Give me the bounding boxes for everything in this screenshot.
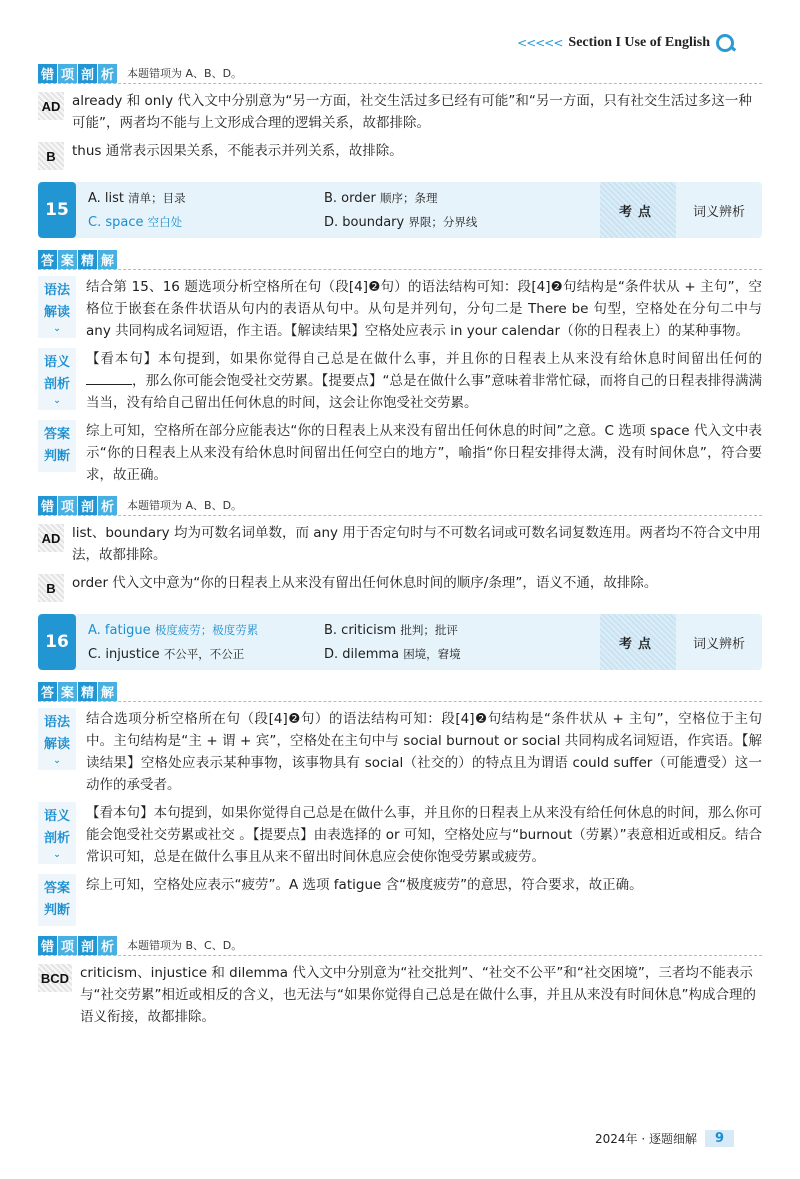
question-number: 15: [38, 182, 76, 238]
step-answer: [38, 420, 762, 486]
question-options: [76, 182, 600, 238]
option-badge: AD: [38, 92, 64, 120]
label-char: 精: [78, 682, 97, 701]
step-label-line: 答案: [43, 427, 70, 442]
step-label: [38, 802, 76, 864]
step-answer: [38, 874, 762, 926]
search-q-icon: [716, 34, 734, 52]
option-a: [88, 190, 324, 206]
question-15-header: [38, 182, 762, 238]
option-word: C. space: [88, 215, 144, 230]
answer-analysis-label: [38, 680, 762, 702]
label-char: 错: [38, 496, 57, 515]
label-char: 解: [98, 682, 117, 701]
option-word: A. fatigue: [88, 623, 151, 638]
option-gloss: 清单；目录: [128, 191, 186, 205]
option-b: [324, 190, 592, 206]
chevron-down-icon: ⌄: [53, 756, 61, 766]
footer-text: 2024年 · 逐题细解: [594, 1132, 697, 1146]
question-options: [76, 614, 600, 670]
option-word: C. injustice: [88, 647, 160, 662]
option-badge: AD: [38, 524, 64, 552]
option-word: D. boundary: [324, 215, 405, 230]
wrong-option-row: [38, 90, 762, 134]
step-text: 结合第 15、16 题选项分析空格所在句（段[4]❷句）的语法结构可知：段[4]❷句结构是“条件状从 + 主句”，空格位于嵌套在条件状语从句内的表语从句中。从句是并列句，分句二是 There be 句型，空格处在分句二中与 any 共同构成名词短语，作主语。【解读结果】空格处应表示 in your calendar（你的日程表上）的某种事物。: [86, 279, 762, 339]
step-text: 结合选项分析空格所在句（段[4]❷句）的语法结构可知：段[4]❷句结构是“条件状从 + 主句”，空格位于主句中。主句结构是“主 + 谓 + 宾”，空格处在主句中与 social burnout or social 共同构成名词短语，作宾语。【解读结果】空格处应表示某种事物，该事物具有 social（社交的）的特点且为谓语 could suffer（可能遭受）这一动作的承受者。: [86, 711, 762, 793]
option-badge: BCD: [38, 964, 72, 992]
kaodian-value: 词义辨析: [692, 204, 745, 220]
arrows-icon: <<<<<: [517, 36, 563, 50]
label-char: 析: [98, 936, 117, 955]
step-semantics: [38, 348, 762, 414]
step-label-line: 剖析: [43, 377, 70, 392]
page-content: [38, 62, 762, 1034]
label-char: 析: [98, 64, 117, 83]
label-char: 项: [58, 64, 77, 83]
label-char: 剖: [78, 64, 97, 83]
analysis-steps: [38, 276, 762, 486]
question-16-header: [38, 614, 762, 670]
step-grammar: [38, 276, 762, 342]
wrong-options-label: [38, 62, 762, 84]
step-label-line: 解读: [43, 305, 70, 320]
option-c-correct: [88, 214, 324, 230]
step-text: 【看本句】本句提到，如果你觉得自己总是在做什么事，并且你的日程表上从来没有给任何休息的时间，那么你可能会饱受社交劳累或社交 。【提要点】由表选择的 or 可知，空格处应与“burnout（劳累）”表意相近或相反。结合常识可知，总是在做什么事且从来不留出时间休息应会使你饱受劳累或疲劳。: [86, 805, 762, 865]
answer-analysis-label: [38, 248, 762, 270]
question-number: 16: [38, 614, 76, 670]
wrong-options-note: 本题错项为 A、B、D。: [127, 499, 243, 512]
option-a-correct: [88, 622, 324, 638]
wrong-options-label: [38, 934, 762, 956]
step-label-line: 判断: [43, 449, 70, 464]
label-char: 精: [78, 250, 97, 269]
option-explanation: thus 通常表示因果关系，不能表示并列关系，故排除。: [72, 143, 403, 159]
wrong-option-row: [38, 522, 762, 566]
option-badge: B: [38, 574, 64, 602]
analysis-steps: [38, 708, 762, 926]
label-char: 剖: [78, 936, 97, 955]
option-explanation: order 代入文中意为“你的日程表上从来没有留出任何休息时间的顺序/条理”，语义不通，故排除。: [72, 575, 658, 591]
option-word: B. criticism: [324, 623, 397, 638]
step-text: [86, 348, 762, 414]
section-title: Section I Use of English: [568, 35, 710, 50]
chevron-down-icon: ⌄: [53, 850, 61, 860]
wrong-options-note: 本题错项为 B、C、D。: [127, 939, 243, 952]
option-explanation: already 和 only 代入文中分别意为“另一方面，社交生活过多已经有可能”和“另一方面，只有社交生活过多这一种可能”，两者均不能与上文形成合理的逻辑关系，故都排除。: [72, 93, 752, 131]
kaodian-value: 词义辨析: [692, 636, 745, 652]
step-label-line: 语义: [43, 809, 70, 824]
label-char: 答: [38, 682, 57, 701]
option-b: [324, 622, 592, 638]
step-label: [38, 420, 76, 472]
step-text: 综上可知，空格所在部分应能表达“你的日程表上从来没有留出任何休息的时间”之意。C 选项 space 代入文中表示“你的日程表上从来没有给休息时间留出任何空白的地方”，喻指“你日程安排得太满，没有时间休息”，符合要求，故正确。: [86, 423, 762, 483]
step-text: 综上可知，空格处应表示“疲劳”。A 选项 fatigue 含“极度疲劳”的意思，符合要求，故正确。: [86, 877, 643, 893]
label-char: 案: [58, 250, 77, 269]
option-badge: B: [38, 142, 64, 170]
label-char: 项: [58, 496, 77, 515]
running-header: [517, 34, 734, 52]
option-gloss: 不公平，不公正: [163, 647, 245, 661]
option-word: D. dilemma: [324, 647, 400, 662]
step-text-part: ，那么你可能会饱受社交劳累。【提要点】“总是在做什么事”意味着非常忙碌，而将自己的日程表排得满满当当，没有给自己留出任何休息的时间，这会让你饱受社交劳累。: [86, 373, 762, 411]
chevron-down-icon: ⌄: [53, 396, 61, 406]
step-text-part: 【看本句】本句提到，如果你觉得自己总是在做什么事，并且你的日程表上从来没有给休息时间留出任何的: [86, 351, 762, 367]
option-d: [324, 214, 592, 230]
option-gloss: 极度疲劳；极度劳累: [154, 623, 259, 637]
option-gloss: 顺序；条理: [380, 191, 438, 205]
kaodian-label: 考点: [600, 182, 676, 238]
label-char: 案: [58, 682, 77, 701]
option-c: [88, 646, 324, 662]
option-gloss: 批判；批评: [400, 623, 458, 637]
answer-blank: [86, 371, 132, 385]
step-label-line: 语法: [43, 715, 70, 730]
page-footer: [595, 1130, 734, 1147]
wrong-option-row: [38, 140, 762, 170]
step-label-line: 判断: [43, 903, 70, 918]
step-label: [38, 874, 76, 926]
option-gloss: 困境，窘境: [403, 647, 461, 661]
label-char: 项: [58, 936, 77, 955]
wrong-option-row: [38, 572, 762, 602]
step-grammar: [38, 708, 762, 796]
option-gloss: 空白处: [147, 215, 183, 229]
label-char: 解: [98, 250, 117, 269]
option-d: [324, 646, 592, 662]
kaodian-label: 考点: [600, 614, 676, 670]
label-char: 错: [38, 936, 57, 955]
chevron-down-icon: ⌄: [53, 324, 61, 334]
step-label-line: 剖析: [43, 831, 70, 846]
option-word: A. list: [88, 191, 125, 206]
step-label-line: 语义: [43, 355, 70, 370]
step-label: [38, 276, 76, 338]
step-label-line: 解读: [43, 737, 70, 752]
option-explanation: list、boundary 均为可数名词单数，而 any 用于否定句时与不可数名词或可数名词复数连用。两者均不符合文中用法，故都排除。: [72, 525, 761, 563]
label-char: 错: [38, 64, 57, 83]
option-explanation: criticism、injustice 和 dilemma 代入文中分别意为“社交批判”、“社交不公平”和“社交困境”，三者均不能表示与“社交劳累”相近或相反的含义，也无法与“如果你觉得自己总是在做什么事，并且从来没有时间休息”构成合理的语义衔接，故都排除。: [80, 965, 756, 1025]
label-char: 析: [98, 496, 117, 515]
step-semantics: [38, 802, 762, 868]
wrong-options-note: 本题错项为 A、B、D。: [127, 67, 243, 80]
page-number: 9: [705, 1130, 734, 1147]
option-word: B. order: [324, 191, 376, 206]
step-label: [38, 348, 76, 410]
wrong-option-row: [38, 962, 762, 1028]
label-char: 答: [38, 250, 57, 269]
option-gloss: 界限；分界线: [408, 215, 478, 229]
label-char: 剖: [78, 496, 97, 515]
step-label: [38, 708, 76, 770]
step-label-line: 语法: [43, 283, 70, 298]
step-label-line: 答案: [43, 881, 70, 896]
wrong-options-label: [38, 494, 762, 516]
